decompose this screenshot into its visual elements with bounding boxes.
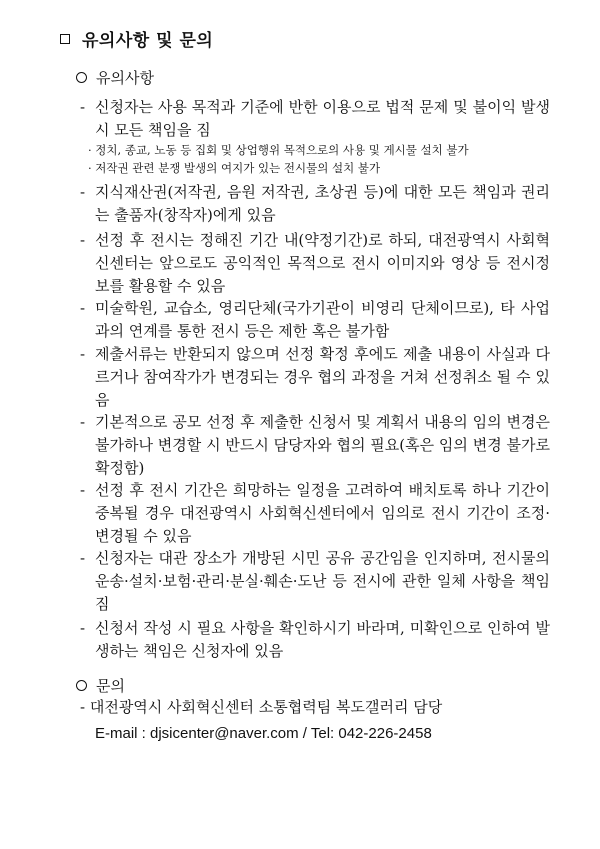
notice-item-text: 지식재산권(저작권, 음원 저작권, 초상권 등)에 대한 모든 책임과 권리는 출품자(창작자)에게 있음 xyxy=(95,183,550,224)
section-heading-text: 유의사항 및 문의 xyxy=(82,31,214,51)
notice-item-3 xyxy=(80,229,550,298)
square-icon xyxy=(60,34,70,44)
notice-item-6 xyxy=(80,411,550,480)
dash-bullet: - xyxy=(80,183,86,201)
notice-item-text: 제출서류는 반환되지 않으며 선정 확정 후에도 제출 내용이 사실과 다르거나 참여작가가 변경되는 경우 협의 과정을 거쳐 선정취소 될 수 있음 xyxy=(95,345,550,409)
circle-bullet-icon xyxy=(76,72,87,83)
notice-item-8 xyxy=(80,547,550,616)
notice-item-5 xyxy=(80,343,550,412)
notice-item-text: 선정 후 전시 기간은 희망하는 일정을 고려하여 배치토록 하나 기간이 중복될 경우 대전광역시 사회혁신센터에서 임의로 전시 기간이 조정·변경될 수 있음 xyxy=(95,481,550,545)
section-heading xyxy=(60,26,213,51)
notice-subheading xyxy=(76,67,154,88)
dash-bullet: - xyxy=(80,299,86,317)
dash-bullet: - xyxy=(80,231,86,249)
contact-line-text: - 대전광역시 사회혁신센터 소통협력팀 복도갤러리 담당 xyxy=(80,698,443,716)
notice-item-text: 신청서 작성 시 필요 사항을 확인하시기 바라며, 미확인으로 인하여 발생하는 책임은 신청자에 있음 xyxy=(95,619,550,660)
notice-item-text: 기본적으로 공모 선정 후 제출한 신청서 및 계획서 내용의 임의 변경은 불가하나 변경할 시 반드시 담당자와 협의 필요(혹은 임의 변경 불가로 확정함) xyxy=(95,413,550,477)
notice-subitem-2: · 저작권 관련 분쟁 발생의 여지가 있는 전시물의 설치 불가 xyxy=(88,161,381,175)
notice-item-text: 선정 후 전시는 정해진 기간 내(약정기간)로 하되, 대전광역시 사회혁신센터는 앞으로도 공익적인 목적으로 전시 이미지와 영상 등 전시정보를 활용할 수 있음 xyxy=(95,231,550,295)
notice-item-text: 신청자는 대관 장소가 개방된 시민 공유 공간임을 인지하며, 전시물의 운송·설치·보험·관리·분실·훼손·도난 등 전시에 관한 일체 사항을 책임짐 xyxy=(95,549,550,613)
notice-subitem-1: · 정치, 종교, 노동 등 집회 및 상업행위 목적으로의 사용 및 게시물 설치 불가 xyxy=(88,143,469,157)
circle-bullet-icon xyxy=(76,680,87,691)
notice-item-1 xyxy=(80,96,550,142)
contact-subheading-text: 문의 xyxy=(96,677,125,695)
dash-bullet: - xyxy=(80,98,86,116)
notice-subheading-text: 유의사항 xyxy=(96,69,154,87)
notice-item-9 xyxy=(80,617,550,663)
dash-bullet: - xyxy=(80,549,86,567)
notice-item-7 xyxy=(80,479,550,548)
notice-item-4 xyxy=(80,297,550,343)
notice-item-text: 미술학원, 교습소, 영리단체(국가기관이 비영리 단체이므로), 타 사업과의 연계를 통한 전시 등은 제한 혹은 불가함 xyxy=(95,299,550,340)
dash-bullet: - xyxy=(80,619,86,637)
dash-bullet: - xyxy=(80,345,86,363)
dash-bullet: - xyxy=(80,481,86,499)
notice-item-2 xyxy=(80,181,550,227)
contact-line xyxy=(80,696,550,719)
contact-subheading xyxy=(76,675,125,696)
contact-email-phone: E-mail : djsicenter@naver.com / Tel: 042-226-2458 xyxy=(95,725,432,742)
notice-item-text: 신청자는 사용 목적과 기준에 반한 이용으로 법적 문제 및 불이익 발생 시 모든 책임을 짐 xyxy=(95,98,550,139)
dash-bullet: - xyxy=(80,413,86,431)
